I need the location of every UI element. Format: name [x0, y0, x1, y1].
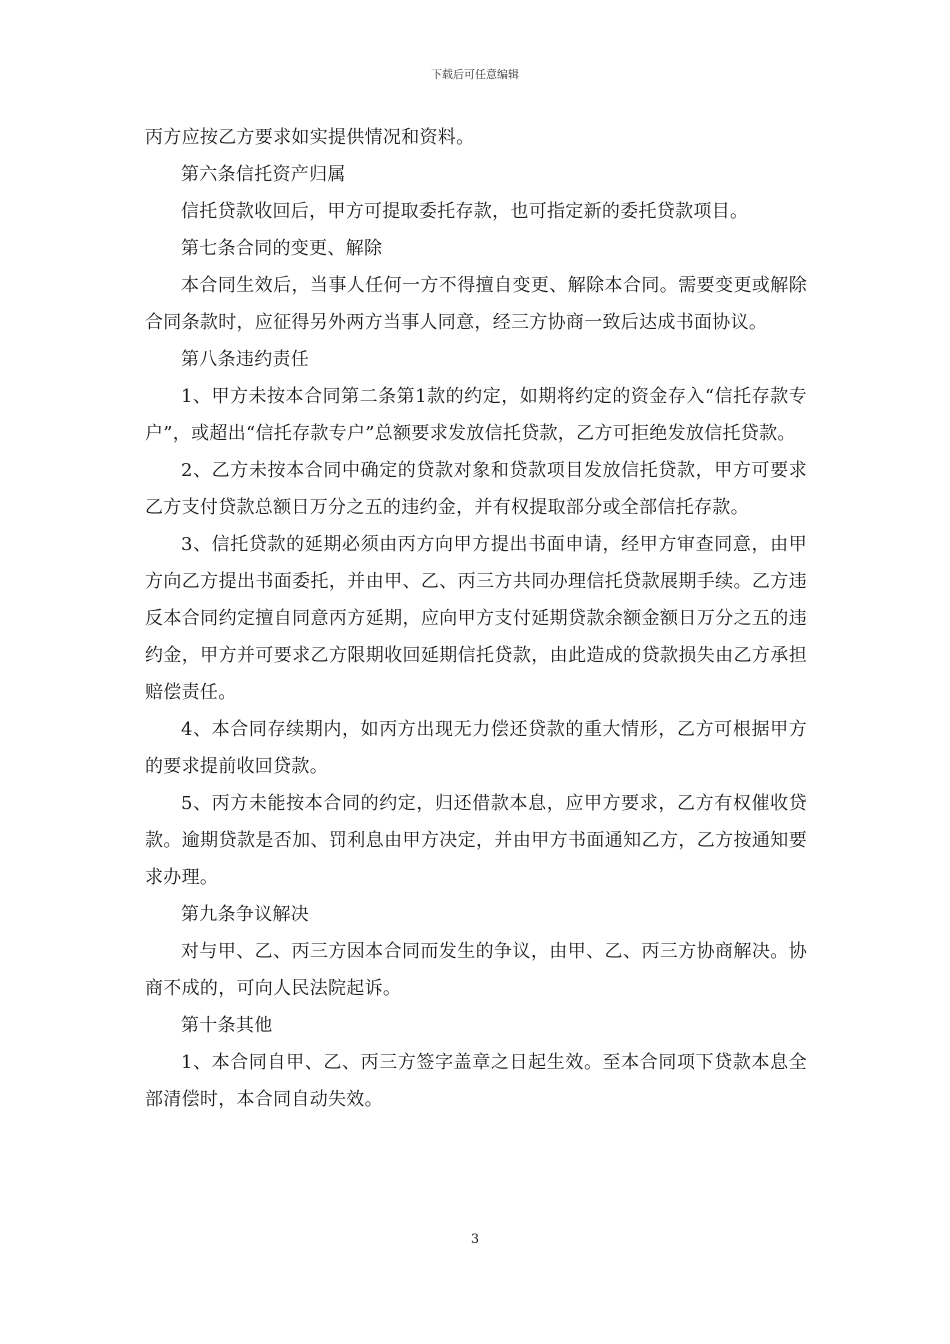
- page-header: 下载后可任意编辑: [431, 68, 519, 81]
- document-body: [145, 119, 807, 1118]
- clause-item: 5、丙方未能按本合同的约定，归还借款本息，应甲方要求，乙方有权催收贷款。逾期贷款是否加、罚利息由甲方决定，并由甲方书面通知乙方，乙方按通知要求办理。: [145, 793, 807, 888]
- paragraph: 本合同生效后，当事人任何一方不得擅自变更、解除本合同。需要变更或解除合同条款时，应征得另外两方当事人同意，经三方协商一致后达成书面协议。: [145, 275, 807, 333]
- clause-item: 2、乙方未按本合同中确定的贷款对象和贷款项目发放信托贷款，甲方可要求乙方支付贷款总额日万分之五的违约金，并有权提取部分或全部信托存款。: [145, 460, 807, 518]
- paragraph: 信托贷款收回后，甲方可提取委托存款，也可指定新的委托贷款项目。: [181, 201, 749, 222]
- clause-item: 1、本合同自甲、乙、丙三方签字盖章之日起生效。至本合同项下贷款本息全部清偿时，本合同自动失效。: [145, 1052, 807, 1110]
- section-heading-article-10: 第十条其他: [181, 1015, 273, 1036]
- clause-item: 4、本合同存续期内，如丙方出现无力偿还贷款的重大情形，乙方可根据甲方的要求提前收回贷款。: [145, 719, 807, 777]
- paragraph: 对与甲、乙、丙三方因本合同而发生的争议，由甲、乙、丙三方协商解决。协商不成的，可向人民法院起诉。: [145, 941, 807, 999]
- page-number: 3: [470, 1232, 480, 1247]
- paragraph: 丙方应按乙方要求如实提供情况和资料。: [145, 127, 475, 148]
- section-heading-article-6: 第六条信托资产归属: [181, 164, 346, 185]
- section-heading-article-8: 第八条违约责任: [181, 349, 310, 370]
- section-heading-article-9: 第九条争议解决: [181, 904, 310, 925]
- clause-item: 3、信托贷款的延期必须由丙方向甲方提出书面申请，经甲方审查同意，由甲方向乙方提出书面委托，并由甲、乙、丙三方共同办理信托贷款展期手续。乙方违反本合同约定擅自同意丙方延期，应向甲方支付延期贷款余额金额日万分之五的违约金，甲方并可要求乙方限期收回延期信托贷款，由此造成的贷款损失由乙方承担赔偿责任。: [145, 534, 807, 703]
- section-heading-article-7: 第七条合同的变更、解除: [181, 238, 383, 259]
- clause-item: 1、甲方未按本合同第二条第1款的约定，如期将约定的资金存入“信托存款专户”，或超出“信托存款专户”总额要求发放信托贷款，乙方可拒绝发放信托贷款。: [145, 386, 807, 444]
